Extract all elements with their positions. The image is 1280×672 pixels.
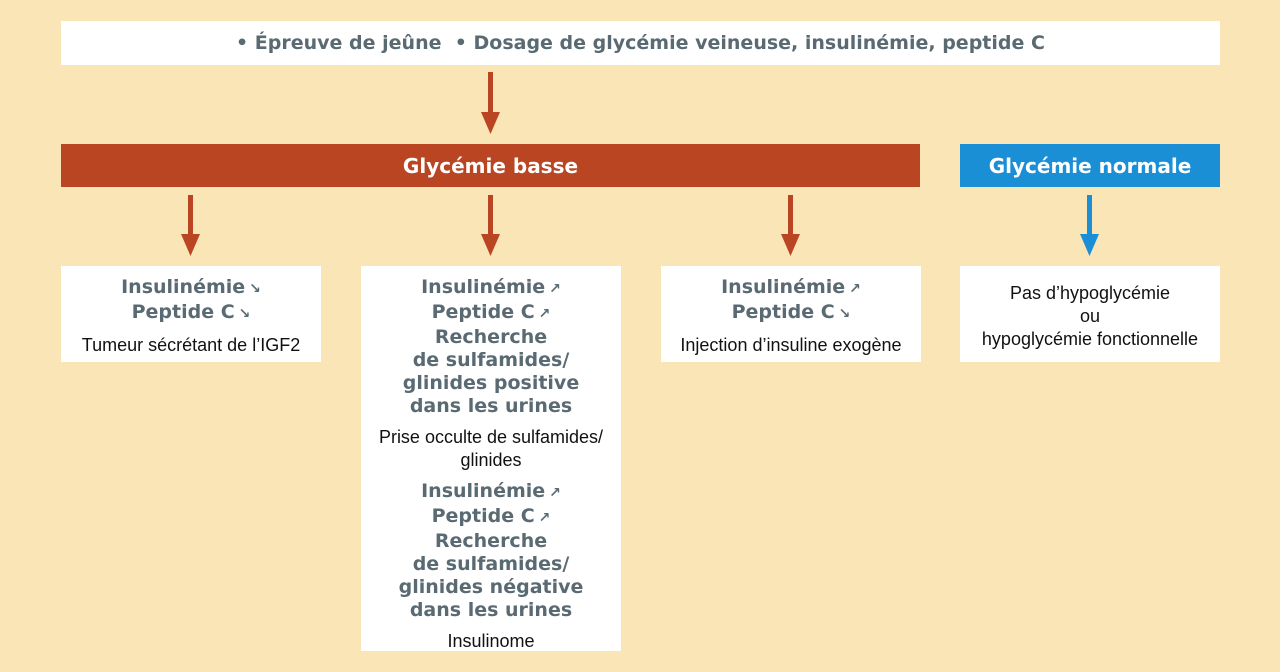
insulinemia-label: Insulinémie: [121, 276, 246, 298]
occult-intake-result-1: Prise occulte de sulfamides/: [378, 427, 604, 447]
arrow-up-icon: ↗: [538, 306, 551, 322]
urine-line: dans les urines: [409, 599, 573, 621]
insulinoma-result: Insulinome: [447, 631, 535, 651]
search-line: Recherche: [434, 530, 548, 552]
sulfonylurea-line: de sulfamides/: [412, 349, 570, 371]
bullet-1: •: [236, 32, 255, 54]
fasting-test-label: Épreuve de jeûne: [254, 32, 442, 54]
search-line: Recherche: [434, 326, 548, 348]
urine-line: dans les urines: [409, 395, 573, 417]
arrow-col1: [181, 195, 200, 256]
arrow-up-icon: ↗: [549, 281, 561, 297]
insulinemia-label: Insulinémie: [421, 276, 546, 298]
exogenous-insulin-result: Injection d’insuline exogène: [680, 335, 902, 355]
arrow-up-icon: ↗: [849, 281, 861, 297]
glinides-negative-line: glinides négative: [398, 576, 584, 598]
bullet-2: •: [441, 32, 474, 54]
no-hypoglycemia-box: [960, 266, 1220, 362]
igf2-box: [61, 266, 321, 362]
or-line: ou: [1079, 306, 1101, 326]
dosage-label: Dosage de glycémie veineuse, insulinémie, peptide C: [473, 32, 1045, 54]
peptide-c-label: Peptide C: [431, 505, 535, 527]
exogenous-insulin-box: [661, 266, 921, 362]
normal-glycemia-label: Glycémie normale: [988, 153, 1192, 178]
insulinemia-label: Insulinémie: [421, 480, 546, 502]
insulinemia-label: Insulinémie: [721, 276, 846, 298]
peptide-c-label: Peptide C: [431, 301, 535, 323]
igf2-result: Tumeur sécrétant de l’IGF2: [81, 335, 301, 355]
arrow-up-icon: ↗: [549, 485, 561, 501]
arrow-up-icon: ↗: [538, 510, 551, 526]
functional-hypoglycemia-line: hypoglycémie fonctionnelle: [981, 329, 1199, 349]
arrow-col3: [781, 195, 800, 256]
peptide-c-label: Peptide C: [131, 301, 235, 323]
sulfonylurea-insulinoma-box: [361, 266, 621, 651]
sulfonylurea-line: de sulfamides/: [412, 553, 570, 575]
arrow-top: [481, 72, 500, 134]
no-hypoglycemia-line: Pas d’hypoglycémie: [1009, 283, 1171, 303]
arrow-down-icon: ↘: [249, 281, 261, 297]
glinides-positive-line: glinides positive: [402, 372, 580, 394]
occult-intake-result-2: glinides: [460, 450, 522, 470]
peptide-c-label: Peptide C: [731, 301, 835, 323]
arrow-down-icon: ↘: [838, 306, 851, 322]
arrow-col2: [481, 195, 500, 256]
arrow-down-icon: ↘: [238, 306, 251, 322]
arrow-col4: [1080, 195, 1099, 256]
low-glycemia-label: Glycémie basse: [402, 153, 579, 178]
